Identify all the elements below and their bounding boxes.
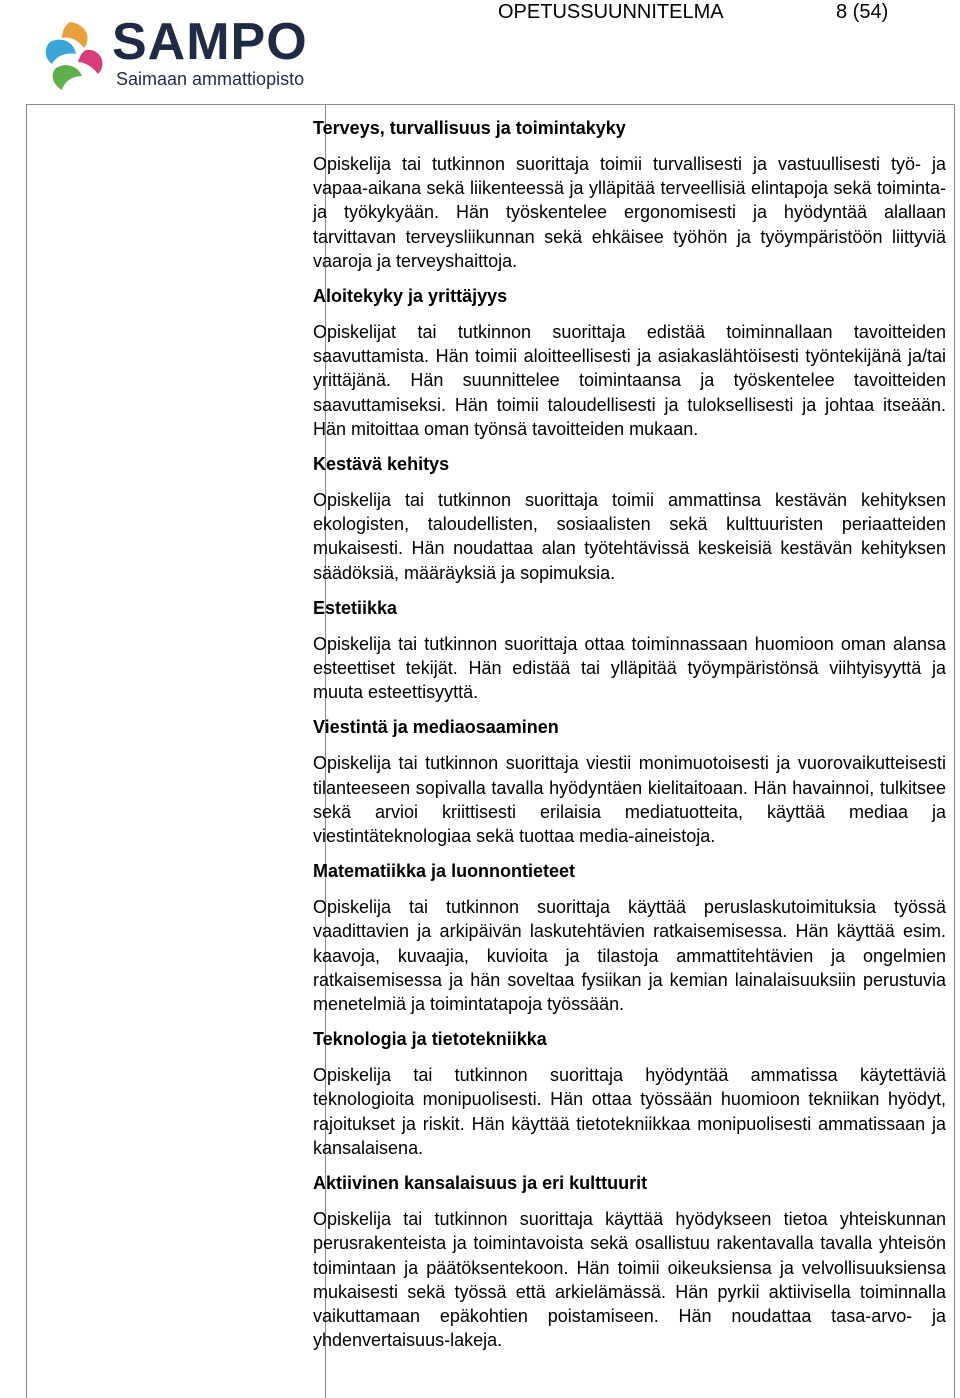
section-kestava-kehitys [313,452,946,585]
section-terveys [313,116,946,273]
section-matematiikka [313,859,946,1016]
section-heading: Estetiikka [313,597,398,618]
logo-wordmark: SAMPO [112,13,308,71]
section-text: Opiskelija tai tutkinnon suorittaja käyttää hyödykseen tietoa yhteiskunnan perusrakenteista ja toimintavoista sekä osallistuu rakentavalla tavalla yhteisön toimintaan ja päätöksentekoon. Hän toimii oikeuksiensa ja velvollisuuksiensa mukaisesti sekä työssä että arkielämässä. Hän pyrkii aktiivisella toiminnalla vaikuttamaan epäkohtien poistamiseen. Hän noudattaa tasa-arvo- ja yhdenvertaisuus-lakeja. [313,1209,946,1351]
section-text: Opiskelija tai tutkinnon suorittaja viestii monimuotoisesti ja vuorovaikutteisesti tilanteeseen sopivalla tavalla hyödyntäen kielitaitoaan. Hän havainnoi, tulkitsee sekä arvioi kriittisesti erilaisia mediatuotteita, käyttää mediaa ja viestintäteknologiaa sekä tuottaa media-aineistoja. [313,753,946,847]
document-title: OPETUSSUUNNITELMA [498,1,724,23]
section-text: Opiskelija tai tutkinnon suorittaja toimii turvallisesti ja vastuullisesti työ- ja vapaa-aikana sekä liikenteessä ja ylläpitää terveellisiä elintapoja sekä toiminta- ja työkykyään. Hän työskentelee ergonomisesti ja hyödyntää alallaan tarvittavan terveysliikunnan sekä ehkäisee työhön ja työympäristöön liittyviä vaaroja ja terveyshaittoja. [313,154,946,271]
section-text: Opiskelija tai tutkinnon suorittaja ottaa toiminnassaan huomioon oman alansa esteettiset tekijät. Hän edistää tai ylläpitää työympäristönsä viihtyisyyttä ja muuta esteettisyyttä. [313,633,946,703]
page-number: 8 (54) [836,1,889,23]
section-heading: Aloitekyky ja yrittäjyys [313,286,508,307]
section-aktiivinen-kansalaisuus [313,1171,946,1352]
section-heading: Kestävä kehitys [313,454,450,475]
section-teknologia [313,1027,946,1160]
section-text: Opiskelija tai tutkinnon suorittaja käyttää peruslaskutoimituksia työssä vaadittavien ja arkipäivän laskutehtävien ratkaisemisessa. Hän käyttää esim. kaavoja, kuvaajia, kuvioita ja tilastoja ammattitehtävien ja ongelmien ratkaisemisessa ja hän soveltaa fysiikan ja kemian lainalaisuuksiin perustuvia menetelmiä ja toimintatapoja työssään. [313,897,946,1015]
sampo-logo-icon [40,18,110,94]
section-heading: Teknologia ja tietotekniikka [313,1029,547,1050]
page-header [0,0,960,104]
section-text: Opiskelijat tai tutkinnon suorittaja edistää toiminnallaan tavoitteiden saavuttamista. Hän toimii aloitteellisesti ja asiakaslähtöisesti työntekijänä ja/tai yrittäjänä. Hän suunnittelee toimintaansa ja työskentelee tavoitteiden saavuttamiseksi. Hän toimii taloudellisesti ja tuloksellisesti ja johtaa itseään. Hän mitoittaa oman työnsä tavoitteiden mukaan. [313,322,946,439]
section-heading: Aktiivinen kansalaisuus ja eri kulttuurit [313,1173,648,1194]
content-column [313,116,946,1363]
section-text: Opiskelija tai tutkinnon suorittaja toimii ammattinsa kestävän kehityksen ekologisten, taloudellisten, sosiaalisten sekä kulttuuristen periaatteiden mukaisesti. Hän noudattaa alan työtehtävissä keskeisiä kestävän kehityksen säädöksiä, määräyksiä ja sopimuksia. [313,490,946,583]
section-estetiikka [313,596,946,705]
section-viestinta [313,715,946,848]
section-aloitekyky [313,284,946,441]
section-heading: Terveys, turvallisuus ja toimintakyky [313,118,626,138]
sampo-logo [40,13,310,94]
section-text: Opiskelija tai tutkinnon suorittaja hyödyntää ammatissa käytettäviä teknologioita monipuolisesti. Hän ottaa työssään huomioon tekniikan hyödyt, rajoitukset ja riskit. Hän käyttää tietotekniikkaa monipuolisesti ammatissaan ja kansalaisena. [313,1065,946,1158]
section-heading: Matematiikka ja luonnontieteet [313,861,576,882]
logo-subtitle: Saimaan ammattiopisto [116,69,305,89]
section-heading: Viestintä ja mediaosaaminen [313,717,559,738]
